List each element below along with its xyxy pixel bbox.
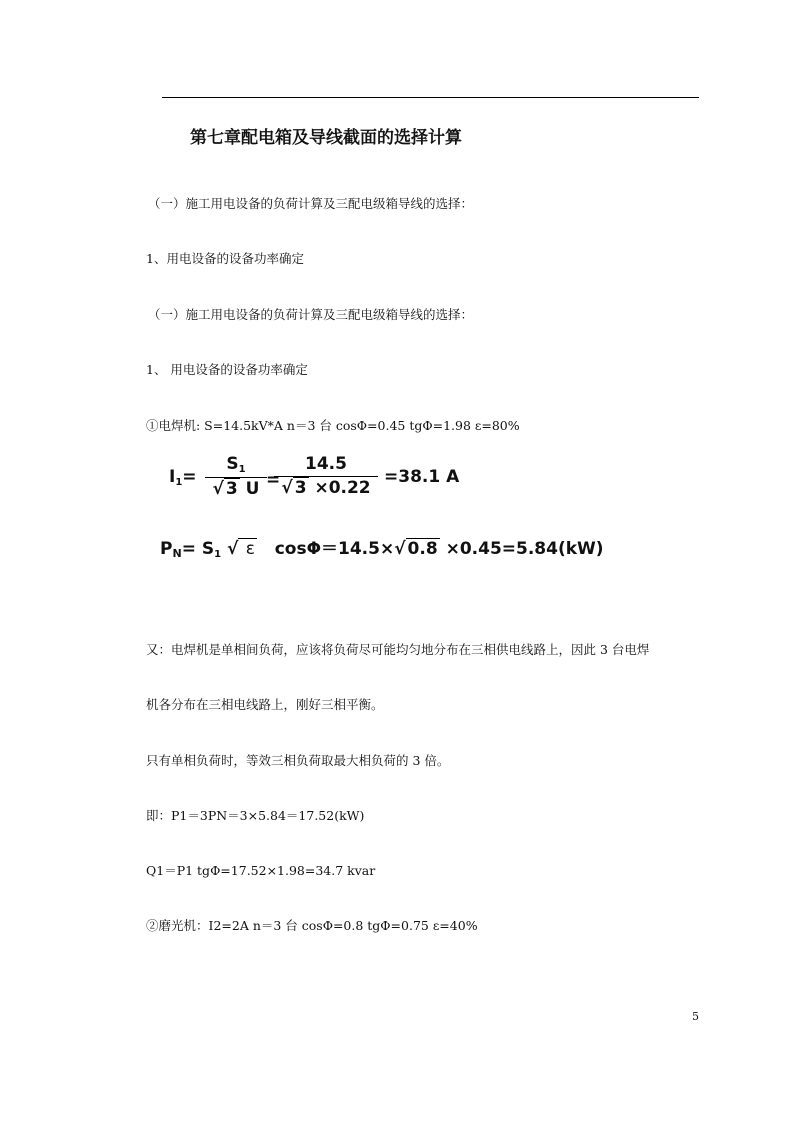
formula-sub: 1 (214, 549, 222, 560)
formula-eq2: = (266, 470, 281, 490)
formula-lhs: P (160, 539, 173, 559)
formula-tail: ×0.45=5.84(kW) (439, 539, 604, 559)
sqrt-symbol: √ 0.8 (394, 539, 438, 559)
sqrt-symbol: √ 3 (212, 479, 238, 499)
radicand: ε (240, 539, 255, 559)
radicand: 3 (294, 478, 307, 498)
sqrt-symbol: √ ε (226, 539, 255, 559)
section-heading: （一）施工用电设备的负荷计算及三配电级箱导线的选择： (148, 196, 474, 211)
numerator-sub: 1 (238, 464, 246, 475)
paragraph: 机各分布在三相电线路上，刚好三相平衡。 (146, 697, 384, 712)
formula-sub: 1 (175, 477, 183, 488)
denominator-tail: U (239, 479, 260, 499)
formula-mid: cosΦ＝14.5× (274, 539, 395, 559)
radicand: 3 (225, 479, 238, 499)
formula-sub: N (172, 547, 182, 560)
subsection-heading: 1、 用电设备的设备功率确定 (146, 362, 308, 377)
formula-eq: = (182, 467, 197, 487)
formula-result: =38.1 A (384, 467, 460, 487)
header-rule (162, 97, 699, 98)
power-formula (160, 534, 604, 560)
paragraph: 只有单相负荷时，等效三相负荷取最大相负荷的 3 倍。 (146, 753, 450, 768)
formula-eq: = S (181, 539, 215, 559)
numerator: S (226, 454, 239, 474)
paragraph: 又：电焊机是单相间负荷，应该将负荷尽可能均匀地分布在三相供电线路上，因此 3 台电焊 (146, 642, 650, 657)
numerator2: 14.5 (274, 454, 378, 477)
chapter-title: 第七章配电箱及导线截面的选择计算 (190, 128, 462, 148)
radicand: 0.8 (407, 539, 438, 559)
welder-params: ①电焊机: S=14.5kV*A n＝3 台 cosΦ=0.45 tgΦ=1.98 ε=80% (146, 418, 520, 433)
formula-lhs: I (169, 467, 176, 487)
denominator-tail: ×0.22 (308, 478, 371, 498)
section-heading: （一）施工用电设备的负荷计算及三配电级箱导线的选择： (148, 307, 474, 322)
paragraph: Q1＝P1 tgΦ=17.52×1.98=34.7 kvar (146, 863, 376, 878)
subsection-heading: 1、用电设备的设备功率确定 (146, 251, 304, 266)
page-number: 5 (692, 1010, 699, 1023)
paragraph: 即：P1＝3PN＝3×5.84＝17.52(kW) (146, 808, 365, 823)
sqrt-symbol: √ 3 (281, 478, 307, 498)
paragraph: ②磨光机：I2=2A n＝3 台 cosΦ=0.8 tgΦ=0.75 ε=40% (146, 918, 478, 933)
